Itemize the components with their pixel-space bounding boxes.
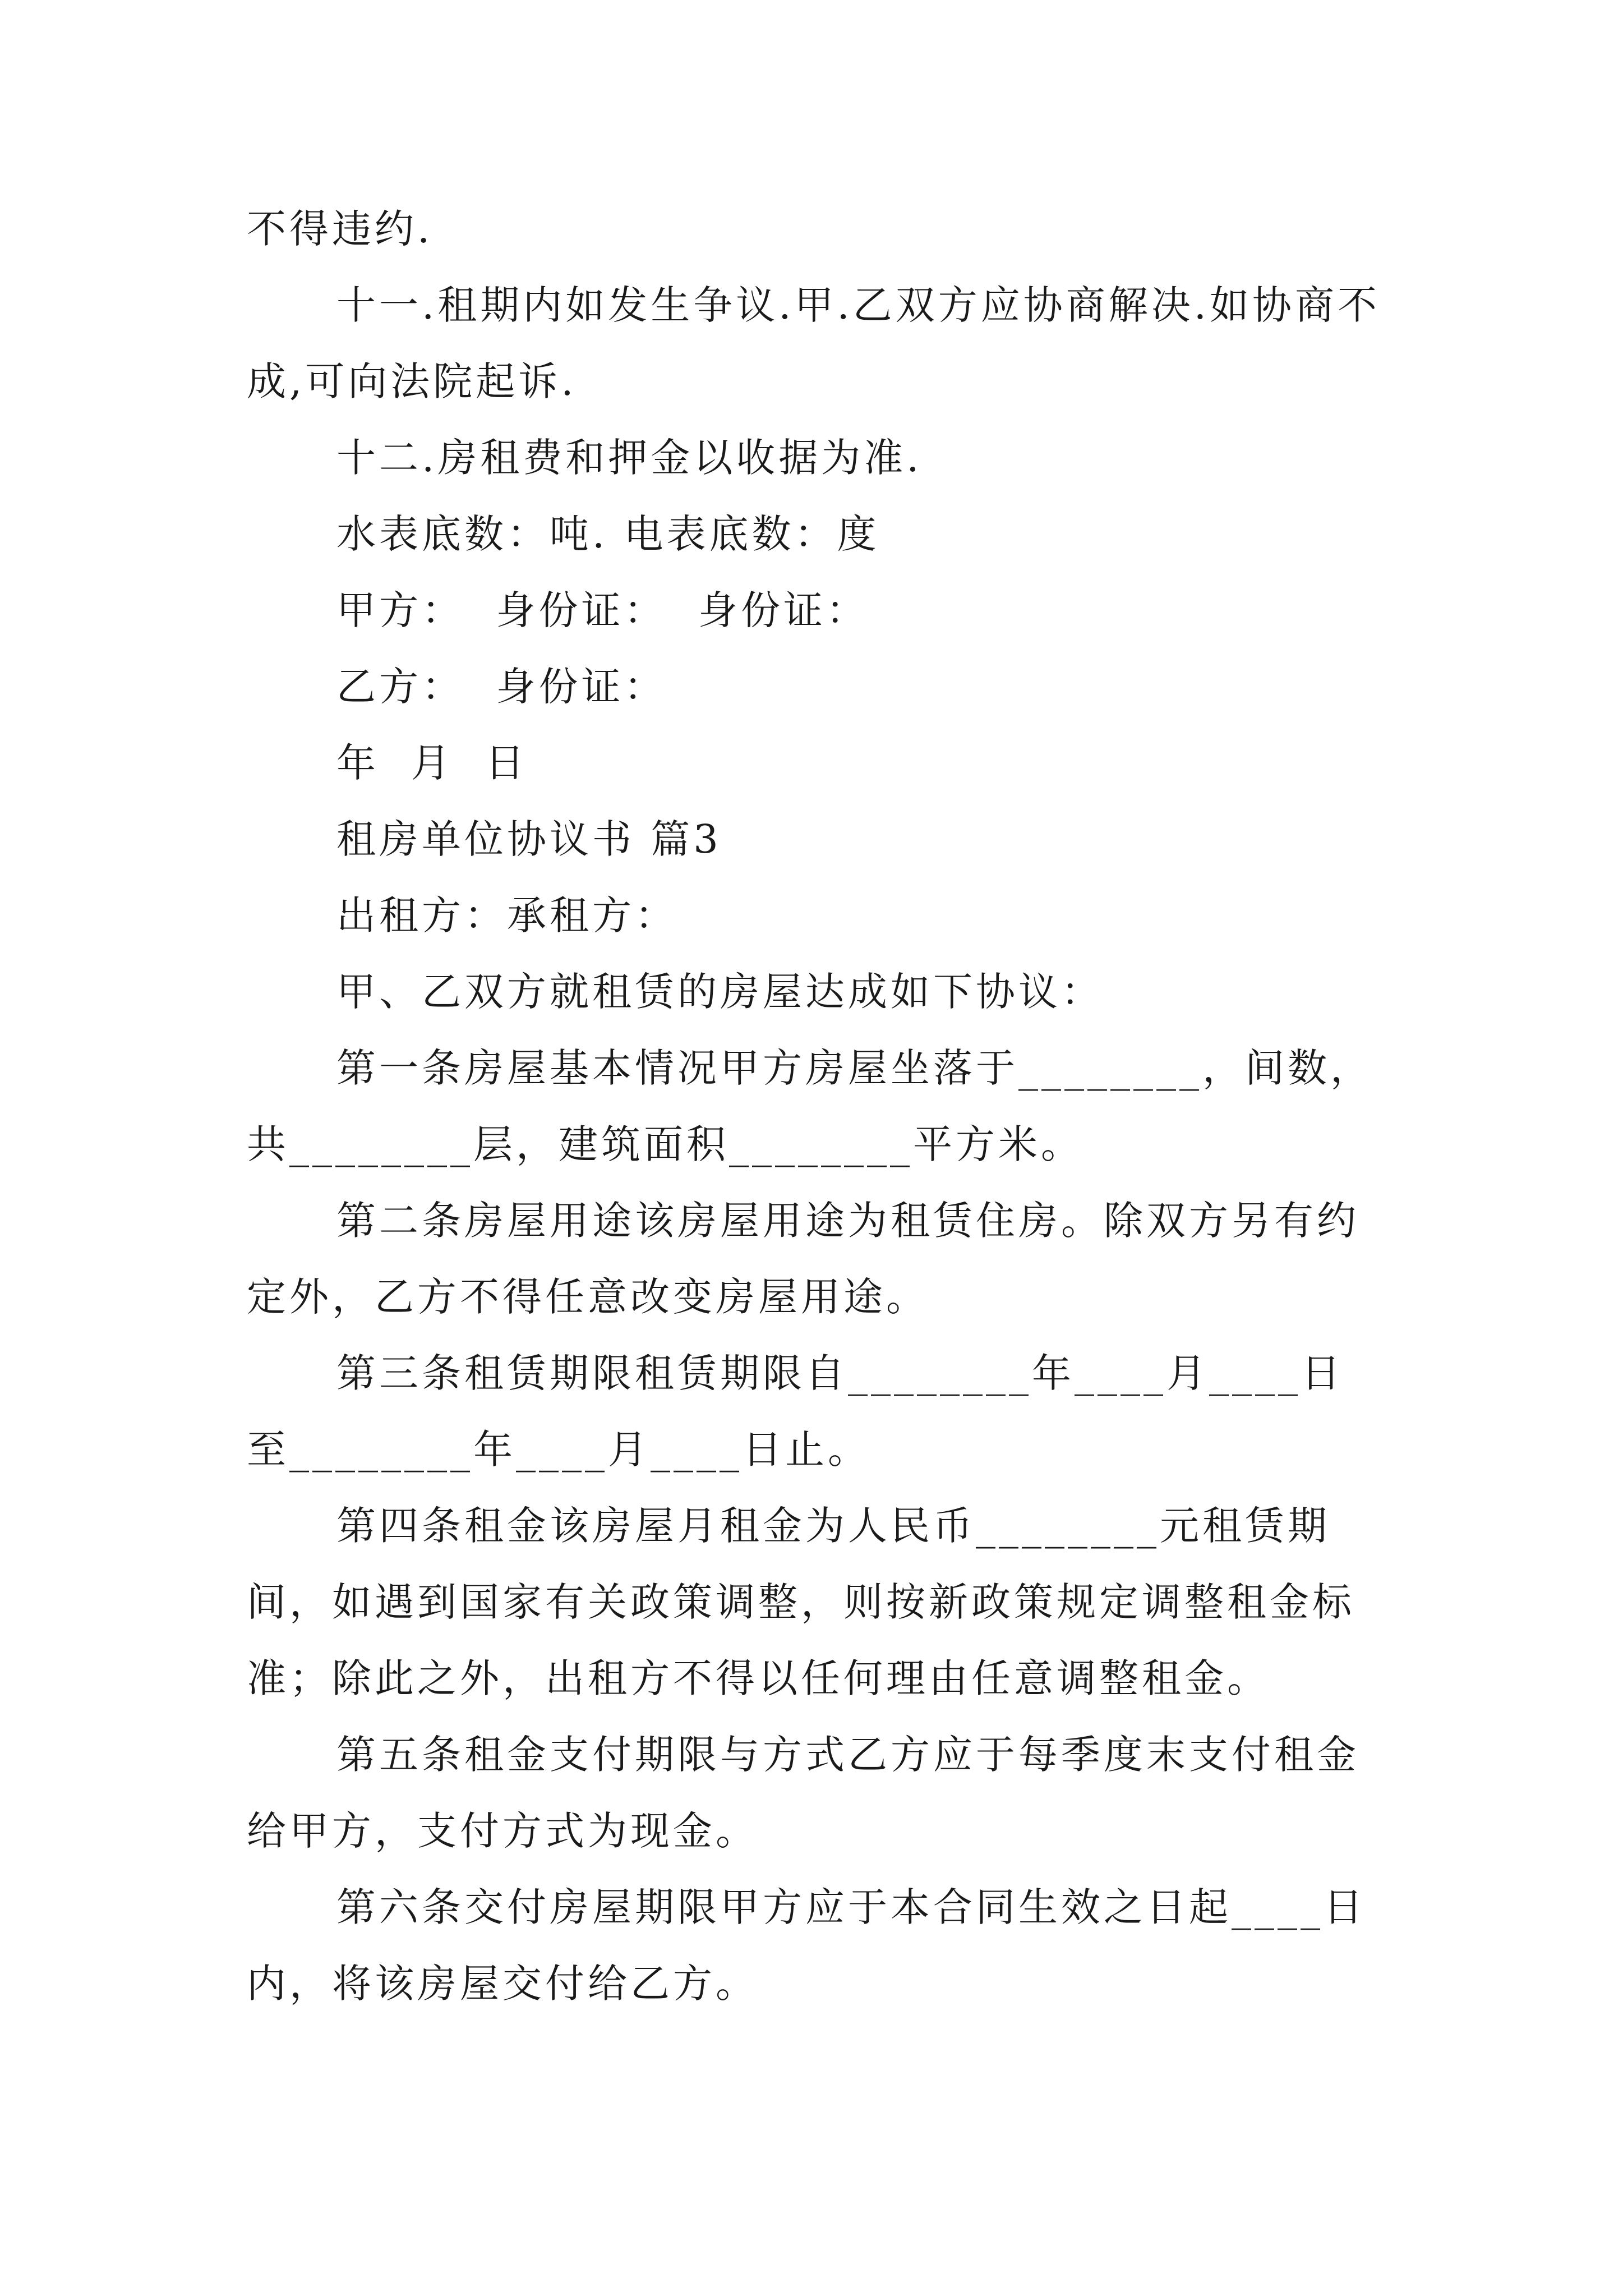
section-heading: 租房单位协议书 篇3	[336, 816, 722, 862]
paragraph-party-b: 乙方： 身份证：	[336, 664, 667, 710]
paragraph-article-1: 第一条房屋基本情况甲方房屋坐落于________，间数，共________层，建筑面积________平方米。	[247, 1045, 1373, 1167]
paragraph-article-3: 第三条租赁期限租赁期限自________年____月____日至________年____月____日止。	[247, 1350, 1344, 1473]
paragraph-date: 年 月 日	[336, 740, 528, 786]
paragraph-parties: 出租方：承租方：	[336, 892, 677, 938]
paragraph-continuation: 不得违约.	[247, 206, 434, 252]
paragraph-article-2: 第二条房屋用途该房屋用途为租赁住房。除双方另有约定外，乙方不得任意改变房屋用途。	[247, 1198, 1359, 1320]
paragraph-intro: 甲、乙双方就租赁的房屋达成如下协议：	[336, 969, 1104, 1015]
paragraph-clause-11: 十一.租期内如发生争议.甲.乙双方应协商解决.如协商不成,可向法院起诉.	[247, 282, 1381, 404]
paragraph-clause-12: 十二.房租费和押金以收据为准.	[336, 435, 923, 481]
paragraph-article-6: 第六条交付房屋期限甲方应于本合同生效之日起____日内，将该房屋交付给乙方。	[247, 1884, 1366, 2007]
paragraph-article-4: 第四条租金该房屋月租金为人民币________元租赁期间，如遇到国家有关政策调整，则按新政策规定调整租金标准；除此之外，出租方不得以任何理由任意调整租金。	[247, 1503, 1355, 1701]
paragraph-meter-readings: 水表底数：吨. 电表底数：度	[336, 511, 880, 557]
paragraph-party-a: 甲方： 身份证： 身份证：	[336, 587, 869, 633]
paragraph-article-5: 第五条租金支付期限与方式乙方应于每季度末支付租金给甲方，支付方式为现金。	[247, 1732, 1359, 1854]
document-body	[247, 191, 1385, 2022]
